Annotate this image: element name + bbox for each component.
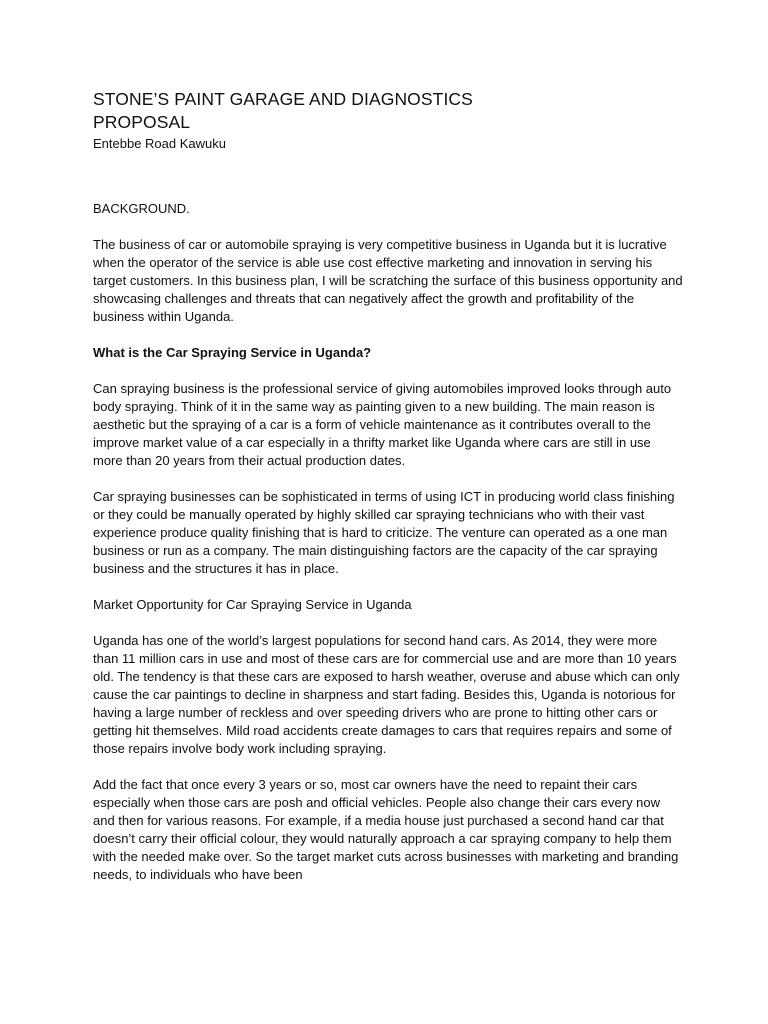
paragraph-background: The business of car or automobile spraying is very competitive business in Uganda but it is lucrative when the operator of the service is able use cost effective marketing and innovation in serving his target customers. In this business plan, I will be scratching the surface of this business opportunity and showcasing challenges and threats that can negatively affect the growth and profitability of the business within Uganda. [93,237,683,324]
heading-market-opportunity: Market Opportunity for Car Spraying Service in Uganda [93,597,412,612]
paragraph-car-spraying-definition: Can spraying business is the professional service of giving automobiles improved looks through auto body spraying. Think of it in the same way as painting given to a new building. The main reason is aesthetic but the spraying of a car is a form of vehicle maintenance as it contributes overall to the improve market value of a car especially in a thrifty market like Uganda where cars are still in use more than 20 years from their actual production dates. [93,381,672,468]
document-title-line-2: PROPOSAL [93,112,191,132]
paragraph-repainting-needs: Add the fact that once every 3 years or so, most car owners have the need to repaint their cars especially when those cars are posh and official vehicles. People also change their cars every now and then for various reasons. For example, if a media house just purchased a second hand car that doesn’t carry their official colour, they would naturally approach a car spraying company to help them with the needed make over. So the target market cuts across businesses with marketing and branding needs, to individuals who have been [93,777,679,882]
paragraph-market-opportunity: Uganda has one of the world’s largest populations for second hand cars. As 2014, they were more than 11 million cars in use and most of these cars are for commercial use and are more than 10 years old. The tendency is that these cars are exposed to harsh weather, overuse and abuse which can only cause the car paintings to decline in sharpness and start fading. Besides this, Uganda is notorious for having a large number of reckless and over speeding drivers who are prone to hitting other cars or getting hit themselves. Mild road accidents create damages to cars that requires repairs and some of those repairs involve body work including spraying. [93,633,680,756]
document-subtitle: Entebbe Road Kawuku [93,136,226,151]
paragraph-car-spraying-operations: Car spraying businesses can be sophisticated in terms of using ICT in producing world class finishing or they could be manually operated by highly skilled car spraying technicians who with their vast experience produce quality finishing that is hard to criticize. The venture can operated as a one man business or run as a company. The main distinguishing factors are the capacity of the car spraying business and the structures it has in place. [93,489,675,576]
document-body [93,88,683,884]
heading-what-is-car-spraying: What is the Car Spraying Service in Uganda? [93,345,372,360]
document-title-line-1: STONE’S PAINT GARAGE AND DIAGNOSTICS [93,89,473,109]
section-label-background: BACKGROUND. [93,201,190,216]
